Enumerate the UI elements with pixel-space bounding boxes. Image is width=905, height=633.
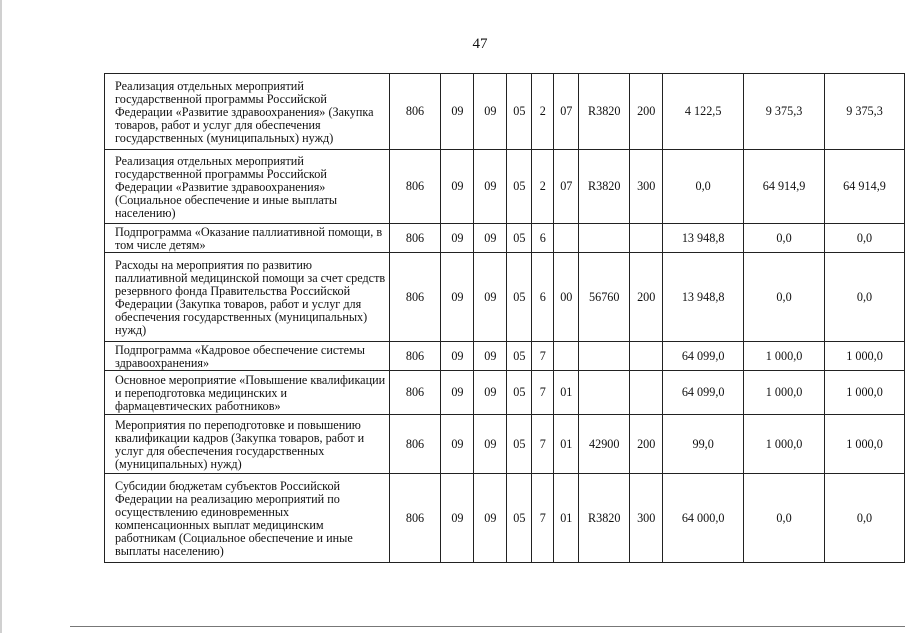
cell-year3: 9 375,3 [825, 74, 905, 150]
cell-year1: 4 122,5 [663, 74, 744, 150]
cell-subprogram: 7 [532, 474, 554, 563]
table-row [105, 150, 905, 224]
cell-expense-type [630, 342, 663, 371]
cell-ministry: 806 [389, 150, 441, 224]
cell-program: 05 [507, 253, 532, 342]
cell-year1: 0,0 [663, 150, 744, 224]
cell-direction: R3820 [579, 74, 630, 150]
cell-subprogram: 2 [532, 150, 554, 224]
cell-description: Мероприятия по переподготовке и повышению квалификации кадров (Закупка товаров, работ и услуг для обеспечения государственных (муниципальных) нужд) [105, 415, 390, 474]
table-row [105, 474, 905, 563]
table-body [105, 74, 905, 563]
table-row [105, 224, 905, 253]
cell-subsection: 09 [474, 371, 507, 415]
cell-subsection: 09 [474, 224, 507, 253]
cell-subsection: 09 [474, 74, 507, 150]
budget-table [104, 73, 905, 563]
cell-year3: 0,0 [825, 224, 905, 253]
cell-ministry: 806 [389, 474, 441, 563]
cell-year3: 0,0 [825, 474, 905, 563]
cell-expense-type: 200 [630, 415, 663, 474]
cell-event [554, 342, 579, 371]
cell-program: 05 [507, 224, 532, 253]
scan-edge [0, 0, 2, 633]
cell-subprogram: 7 [532, 415, 554, 474]
bottom-rule [70, 626, 905, 627]
cell-section: 09 [441, 474, 474, 563]
cell-subprogram: 7 [532, 342, 554, 371]
cell-description: Субсидии бюджетам субъектов Российской Федерации на реализацию мероприятий по осуществлению единовременных компенсационных выплат медицинским работникам (Социальное обеспечение и иные выплаты населению) [105, 474, 390, 563]
cell-subprogram: 6 [532, 224, 554, 253]
cell-ministry: 806 [389, 342, 441, 371]
cell-program: 05 [507, 474, 532, 563]
table-row [105, 371, 905, 415]
cell-year2: 1 000,0 [744, 415, 825, 474]
cell-year2: 1 000,0 [744, 371, 825, 415]
cell-year2: 9 375,3 [744, 74, 825, 150]
cell-program: 05 [507, 150, 532, 224]
cell-expense-type [630, 224, 663, 253]
cell-year1: 64 099,0 [663, 342, 744, 371]
cell-event: 01 [554, 474, 579, 563]
cell-direction: R3820 [579, 150, 630, 224]
cell-year2: 1 000,0 [744, 342, 825, 371]
cell-section: 09 [441, 415, 474, 474]
cell-direction [579, 224, 630, 253]
cell-year1: 64 099,0 [663, 371, 744, 415]
cell-program: 05 [507, 415, 532, 474]
cell-year3: 0,0 [825, 253, 905, 342]
cell-ministry: 806 [389, 371, 441, 415]
cell-year1: 13 948,8 [663, 224, 744, 253]
cell-program: 05 [507, 342, 532, 371]
cell-section: 09 [441, 253, 474, 342]
cell-description: Основное мероприятие «Повышение квалификации и переподготовка медицинских и фармацевтических работников» [105, 371, 390, 415]
cell-subprogram: 2 [532, 74, 554, 150]
cell-expense-type: 200 [630, 74, 663, 150]
cell-section: 09 [441, 342, 474, 371]
cell-description: Подпрограмма «Оказание паллиативной помощи, в том числе детям» [105, 224, 390, 253]
cell-event: 00 [554, 253, 579, 342]
cell-event: 07 [554, 150, 579, 224]
cell-year2: 0,0 [744, 224, 825, 253]
cell-section: 09 [441, 224, 474, 253]
cell-year3: 1 000,0 [825, 342, 905, 371]
cell-event: 01 [554, 415, 579, 474]
cell-year1: 99,0 [663, 415, 744, 474]
cell-year3: 1 000,0 [825, 371, 905, 415]
cell-event: 01 [554, 371, 579, 415]
cell-event: 07 [554, 74, 579, 150]
cell-description: Реализация отдельных мероприятий государственной программы Российской Федерации «Развитие здравоохранения» (Закупка товаров, работ и услуг для обеспечения государственных (муниципальных) нужд) [105, 74, 390, 150]
cell-year2: 0,0 [744, 253, 825, 342]
cell-subsection: 09 [474, 253, 507, 342]
cell-event [554, 224, 579, 253]
cell-year2: 64 914,9 [744, 150, 825, 224]
cell-year3: 64 914,9 [825, 150, 905, 224]
cell-ministry: 806 [389, 253, 441, 342]
cell-subprogram: 6 [532, 253, 554, 342]
cell-section: 09 [441, 371, 474, 415]
cell-direction [579, 371, 630, 415]
cell-program: 05 [507, 371, 532, 415]
cell-ministry: 806 [389, 415, 441, 474]
cell-description: Подпрограмма «Кадровое обеспечение системы здравоохранения» [105, 342, 390, 371]
cell-section: 09 [441, 74, 474, 150]
cell-direction: 56760 [579, 253, 630, 342]
table-row [105, 253, 905, 342]
cell-subsection: 09 [474, 474, 507, 563]
cell-ministry: 806 [389, 74, 441, 150]
cell-description: Расходы на мероприятия по развитию паллиативной медицинской помощи за счет средств резервного фонда Правительства Российской Федерации (Закупка товаров, работ и услуг для обеспечения государственных (муниципальных) нужд) [105, 253, 390, 342]
cell-ministry: 806 [389, 224, 441, 253]
cell-expense-type: 300 [630, 150, 663, 224]
cell-subsection: 09 [474, 150, 507, 224]
table-row [105, 342, 905, 371]
table-row [105, 415, 905, 474]
cell-expense-type [630, 371, 663, 415]
table-row [105, 74, 905, 150]
cell-expense-type: 300 [630, 474, 663, 563]
cell-direction: R3820 [579, 474, 630, 563]
cell-section: 09 [441, 150, 474, 224]
page-number: 47 [472, 36, 488, 52]
cell-year3: 1 000,0 [825, 415, 905, 474]
cell-description: Реализация отдельных мероприятий государственной программы Российской Федерации «Развитие здравоохранения» (Социальное обеспечение и иные выплаты населению) [105, 150, 390, 224]
cell-year1: 13 948,8 [663, 253, 744, 342]
cell-year1: 64 000,0 [663, 474, 744, 563]
cell-direction [579, 342, 630, 371]
cell-direction: 42900 [579, 415, 630, 474]
cell-subsection: 09 [474, 342, 507, 371]
cell-year2: 0,0 [744, 474, 825, 563]
cell-subsection: 09 [474, 415, 507, 474]
cell-expense-type: 200 [630, 253, 663, 342]
cell-subprogram: 7 [532, 371, 554, 415]
cell-program: 05 [507, 74, 532, 150]
